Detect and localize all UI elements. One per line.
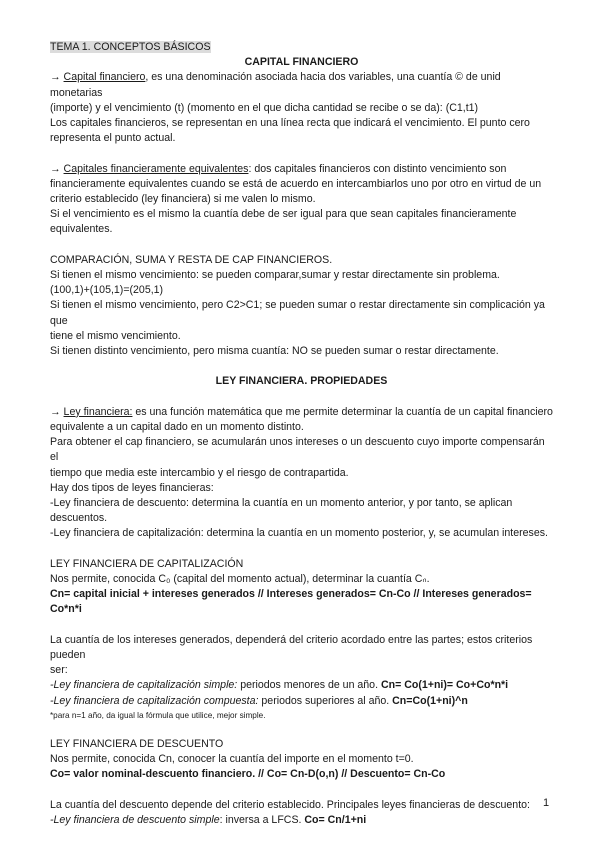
- paragraph-line: (100,1)+(105,1)=(205,1): [50, 284, 164, 297]
- document-title: TEMA 1. CONCEPTOS BÁSICOS: [50, 41, 211, 53]
- paragraph-line: Si tienen distinto vencimiento, pero misma cuantía: NO se pueden sumar o restar directamente.: [50, 345, 499, 358]
- paragraph-line: representa el punto actual.: [50, 132, 176, 145]
- paragraph-capital-financiero: → Capital financiero, es una denominación asociada hacia dos variables, una cuantía © de unid monetarias: [50, 71, 501, 99]
- paragraph-line: descuentos.: [50, 512, 108, 525]
- paragraph-line: equivalente a un capital dado en un momento distinto.: [50, 421, 304, 434]
- paragraph-line: financieramente equivalentes cuando se está de acuerdo en intercambiarlos uno por otro en virtud de un: [50, 177, 542, 190]
- paragraph-line: Los capitales financieros, se representan en una línea recta que indicará el vencimiento. El punto cero: [50, 117, 530, 130]
- paragraph-line: criterio establecido (ley financiera) si me valen lo mismo.: [50, 193, 316, 206]
- paragraph-line: Si tienen el mismo vencimiento: se pueden comparar,sumar y restar directamente sin problema.: [50, 269, 500, 282]
- heading-comparacion: COMPARACIÓN, SUMA Y RESTA DE CAP FINANCIEROS.: [50, 253, 333, 266]
- capitalizacion-compuesta: -Ley financiera de capitalización compuesta: periodos superiores al año. Cn=Co(1+ni)^n: [50, 694, 468, 707]
- paragraph-capitales-equivalentes: → Capitales financieramente equivalentes: dos capitales financieros con distinto vencimiento son: [50, 162, 507, 175]
- paragraph-line: La cuantía de los intereses generados, dependerá del criterio acordado entre las partes; estos criterios pueden: [50, 633, 533, 662]
- paragraph-ley-financiera: → Ley financiera: es una función matemática que me permite determinar la cuantía de un capital financiero: [50, 405, 553, 418]
- descuento-simple: -Ley financiera de descuento simple: inversa a LFCS. Co= Cn/1+ni: [50, 814, 367, 827]
- paragraph-line: Hay dos tipos de leyes financieras:: [50, 481, 214, 494]
- page-number: 1: [543, 797, 550, 809]
- paragraph-line: -Ley financiera de descuento: determina la cuantía en un momento anterior, y por tanto, se aplican: [50, 497, 513, 510]
- paragraph-line: equivalentes.: [50, 223, 113, 236]
- formula-capitalizacion: Cn= capital inicial + intereses generados // Intereses generados= Cn-Co // Intereses generados= Co*n*i: [50, 588, 532, 616]
- footnote: *para n=1 año, da igual la fórmula que utilice, mejor simple.: [50, 710, 266, 720]
- paragraph-line: Para obtener el cap financiero, se acumularán unos intereses o un descuento cuyo importe compensarán el: [50, 436, 545, 464]
- paragraph-line: -Ley financiera de capitalización: determina la cuantía en un momento posterior, y, se acumulan intereses.: [50, 527, 548, 540]
- paragraph-line: Si el vencimiento es el mismo la cuantía debe de ser igual para que sean capitales financieramente: [50, 208, 517, 221]
- heading-descuento: LEY FINANCIERA DE DESCUENTO: [50, 738, 224, 751]
- paragraph-line: tiempo que media este intercambio y el riesgo de contrapartida.: [50, 466, 349, 479]
- paragraph-line: tiene el mismo vencimiento.: [50, 329, 181, 342]
- paragraph-line: Nos permite, conocida C₀ (capital del momento actual), determinar la cuantía Cₙ.: [50, 573, 430, 586]
- paragraph-line: (importe) y el vencimiento (t) (momento en el que dicha cantidad se recibe o se da): (C1,t1): [50, 101, 479, 114]
- paragraph-line: La cuantía del descuento depende del criterio establecido. Principales leyes financieras de descuento:: [50, 798, 530, 811]
- formula-descuento: Co= valor nominal-descuento financiero. // Co= Cn-D(o,n) // Descuento= Cn-Co: [50, 768, 446, 781]
- capitalizacion-simple: -Ley financiera de capitalización simple: periodos menores de un año. Cn= Co(1+ni)= Co+Co*n*i: [50, 679, 509, 692]
- paragraph-line: ser:: [50, 664, 68, 677]
- heading-capital-financiero: CAPITAL FINANCIERO: [244, 56, 359, 69]
- heading-capitalizacion: LEY FINANCIERA DE CAPITALIZACIÓN: [50, 557, 244, 570]
- paragraph-line: Si tienen el mismo vencimiento, pero C2>C1; se pueden sumar o restar directamente sin complicación ya que: [50, 299, 545, 327]
- paragraph-line: Nos permite, conocida Cn, conocer la cuantía del importe en el momento t=0.: [50, 753, 414, 766]
- heading-ley-financiera: LEY FINANCIERA. PROPIEDADES: [215, 375, 388, 388]
- document-body: [50, 40, 553, 828]
